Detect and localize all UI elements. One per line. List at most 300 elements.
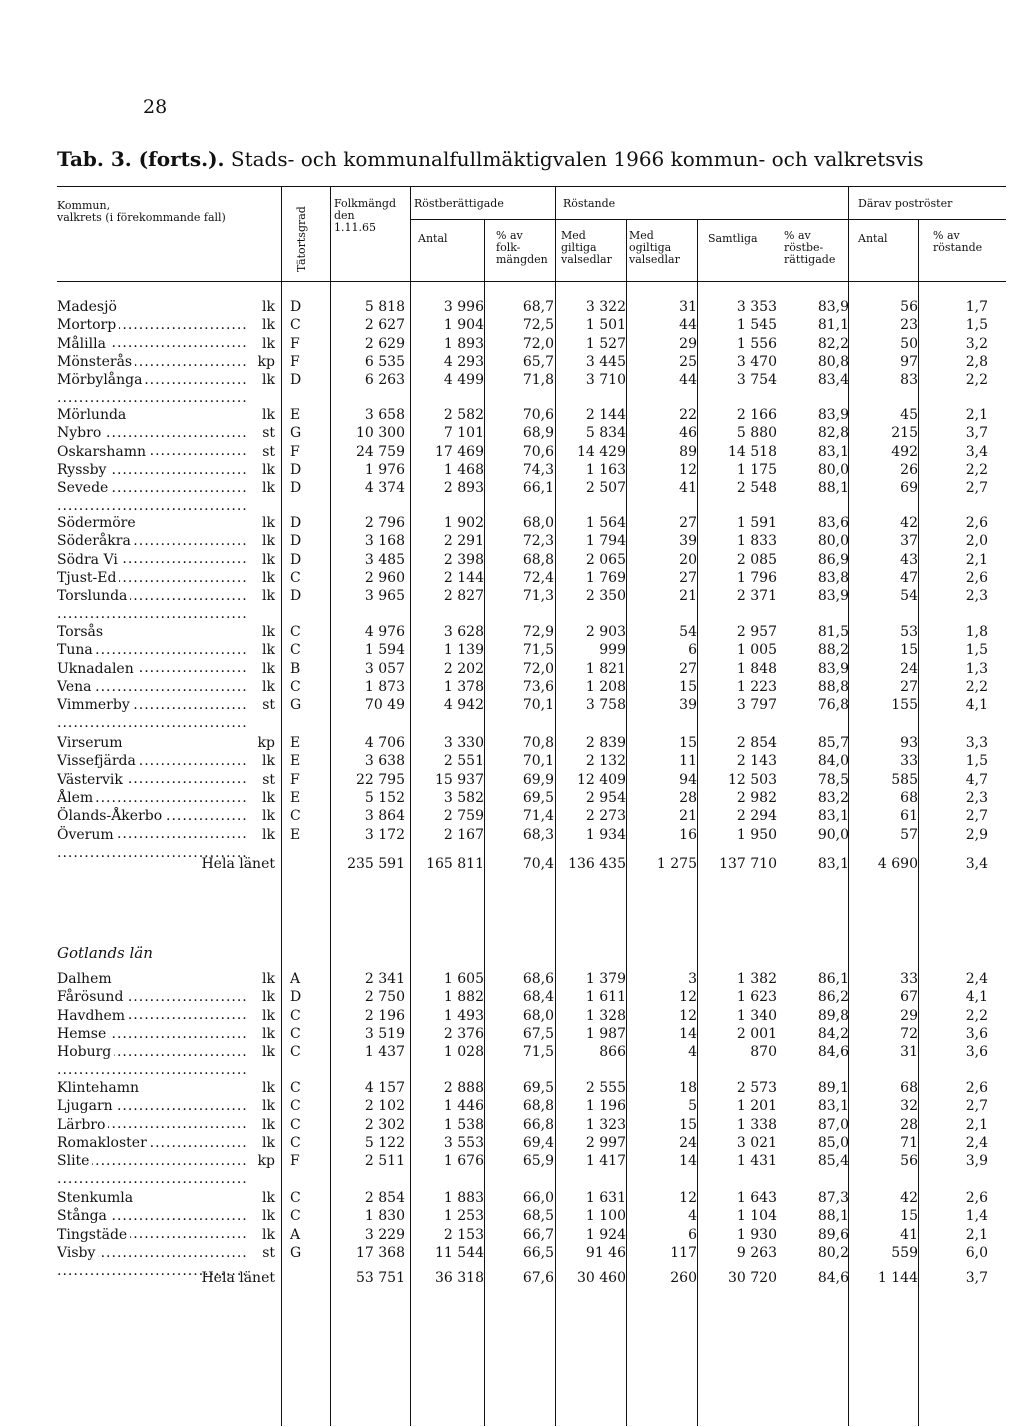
rb-pct-value: 68,0 — [522, 515, 554, 531]
pr-antal-value: 29 — [900, 1007, 918, 1024]
pr-pct-value: 2,7 — [965, 480, 988, 497]
rb-pct-value: 66,1 — [522, 480, 554, 497]
tatortsgrad-value: D — [290, 551, 302, 568]
pct-rostberattigade-value: 88,1 — [817, 1208, 849, 1225]
med-ogiltiga-value: 5 — [688, 1098, 697, 1115]
pr-pct-value: 3,6 — [965, 1025, 988, 1042]
header-pr-antal: Antal — [858, 232, 888, 245]
pct-rostberattigade-value: 83,9 — [817, 588, 849, 605]
tatortsgrad-value: C — [290, 808, 301, 825]
pr-antal-value: 31 — [900, 1044, 918, 1061]
header-tatortsgrad: Tätortsgrad — [295, 206, 308, 272]
pct-rostberattigade-value: 82,2 — [817, 335, 849, 352]
kommun-type: lk — [262, 642, 275, 659]
kommun-type: st — [262, 1244, 275, 1261]
pr-antal-value: 33 — [900, 971, 918, 987]
pct-rostberattigade-value: 89,6 — [817, 1226, 849, 1243]
rb-pct-value: 69,4 — [522, 1134, 554, 1151]
rb-antal-value: 4 293 — [443, 353, 484, 370]
rb-antal-value: 1 882 — [443, 989, 484, 1006]
tatortsgrad-value: F — [290, 353, 300, 370]
table-row — [0, 826, 1024, 844]
pct-rostberattigade-value: 88,2 — [817, 642, 849, 659]
med-ogiltiga-value: 18 — [679, 1080, 697, 1096]
header-folkmangd-line1: Folkmängd — [334, 197, 396, 210]
rb-pct-value: 70,1 — [522, 753, 554, 770]
rb-pct-value: 71,8 — [522, 372, 554, 389]
kommun-type: lk — [262, 971, 275, 987]
pr-antal-value: 54 — [900, 588, 918, 605]
rb-antal-value: 1 378 — [443, 678, 484, 695]
kommun-type: st — [262, 425, 275, 442]
pct-rostberattigade-value: 78,5 — [817, 771, 849, 788]
folkmangd-value: 2 627 — [364, 317, 405, 334]
kommun-type: lk — [262, 624, 275, 640]
kommun-name: Madesjö — [57, 299, 120, 315]
pr-antal-value: 61 — [900, 808, 918, 825]
pct-rostberattigade-value: 85,7 — [817, 735, 849, 751]
header-folkmangd — [334, 198, 396, 234]
table-row — [0, 660, 1024, 678]
kommun-name: Lärbro — [57, 1117, 108, 1133]
folkmangd-value: 2 511 — [364, 1153, 405, 1170]
header-folkmangd-line3: 1.11.65 — [334, 221, 376, 234]
kommun-name: Uknadalen — [57, 661, 137, 677]
table-row — [0, 443, 1024, 461]
kommun-type: lk — [262, 660, 275, 677]
tatortsgrad-value: D — [290, 588, 302, 605]
tatortsgrad-value: E — [290, 753, 301, 770]
table-row — [0, 514, 1024, 532]
table-row — [0, 1152, 1024, 1170]
kommun-name: Torsås — [57, 624, 106, 640]
table-row — [0, 1097, 1024, 1115]
rb-pct-value: 70,6 — [522, 407, 554, 423]
med-ogiltiga-value: 15 — [679, 735, 697, 751]
med-giltiga-value: 1 323 — [585, 1116, 626, 1133]
pr-antal-value: 492 — [891, 443, 918, 460]
tatortsgrad-value: F — [290, 1153, 300, 1170]
folkmangd-value: 1 976 — [364, 461, 405, 478]
pr-pct-value: 2,3 — [965, 789, 988, 806]
pr-antal-value: 97 — [900, 353, 918, 370]
folkmangd-value: 2 960 — [364, 569, 405, 586]
table-row — [0, 1134, 1024, 1152]
samtliga-value: 1 796 — [736, 569, 777, 586]
folkmangd-value: 4 157 — [364, 1080, 405, 1096]
med-giltiga-value: 1 987 — [585, 1025, 626, 1042]
pr-pct-value: 2,7 — [965, 808, 988, 825]
samtliga-value: 9 263 — [736, 1244, 777, 1261]
row-name-leader — [57, 587, 249, 623]
med-ogiltiga-value: 4 — [688, 1208, 697, 1225]
kommun-name: Stenkumla — [57, 1190, 136, 1206]
kommun-type: lk — [262, 808, 275, 825]
pct-rostberattigade-value: 84,2 — [817, 1025, 849, 1042]
pr-antal-value: 53 — [900, 624, 918, 640]
kommun-name: Hemse — [57, 1026, 109, 1042]
samtliga-value: 1 175 — [736, 461, 777, 478]
rb-antal-value: 3 582 — [443, 789, 484, 806]
tatortsgrad-value: F — [290, 335, 300, 352]
rb-pct-value: 68,6 — [522, 971, 554, 987]
kommun-name: Romakloster — [57, 1135, 150, 1151]
total-folkmangd: 53 751 — [356, 1270, 405, 1286]
tatortsgrad-value: E — [290, 826, 301, 843]
med-giltiga-value: 1 328 — [585, 1007, 626, 1024]
samtliga-value: 2 371 — [736, 588, 777, 605]
pct-rostberattigade-value: 84,0 — [817, 753, 849, 770]
row-name-leader — [57, 479, 249, 515]
med-ogiltiga-value: 6 — [688, 642, 697, 659]
table-row — [0, 1226, 1024, 1244]
rb-antal-value: 2 893 — [443, 480, 484, 497]
kommun-name: Södra Vi — [57, 552, 121, 568]
tatortsgrad-value: C — [290, 1007, 301, 1024]
samtliga-value: 1 382 — [736, 971, 777, 987]
med-giltiga-value: 1 924 — [585, 1226, 626, 1243]
med-giltiga-value: 2 903 — [585, 624, 626, 640]
rb-pct-value: 72,9 — [522, 624, 554, 640]
rb-pct-value: 68,0 — [522, 1007, 554, 1024]
kommun-type: lk — [262, 317, 275, 334]
rb-antal-value: 1 883 — [443, 1190, 484, 1206]
pr-antal-value: 93 — [900, 735, 918, 751]
med-ogiltiga-value: 31 — [679, 299, 697, 315]
rb-pct-value: 65,9 — [522, 1153, 554, 1170]
pr-antal-value: 71 — [900, 1134, 918, 1151]
med-ogiltiga-value: 4 — [688, 1044, 697, 1061]
samtliga-value: 1 431 — [736, 1153, 777, 1170]
table-row — [0, 406, 1024, 424]
kommun-name: Nybro — [57, 425, 104, 441]
kommun-name: Vissefjärda — [57, 753, 139, 769]
pr-pct-value: 2,2 — [965, 372, 988, 389]
samtliga-value: 1 338 — [736, 1116, 777, 1133]
pct-rostberattigade-value: 80,8 — [817, 353, 849, 370]
pr-antal-value: 42 — [900, 1190, 918, 1206]
pct-rostberattigade-value: 83,6 — [817, 515, 849, 531]
med-ogiltiga-value: 20 — [679, 551, 697, 568]
header-rb-pct-line2: folk- — [496, 241, 521, 254]
total-row — [0, 855, 1024, 873]
med-giltiga-value: 1 769 — [585, 569, 626, 586]
tatortsgrad-value: G — [290, 425, 302, 442]
pct-rostberattigade-value: 83,1 — [817, 808, 849, 825]
pr-antal-value: 42 — [900, 515, 918, 531]
kommun-type: lk — [262, 989, 275, 1006]
kommun-name: Hoburg — [57, 1044, 114, 1060]
table-row — [0, 1043, 1024, 1061]
kommun-type: lk — [262, 1116, 275, 1133]
header-med-giltiga — [561, 230, 612, 266]
kommun-type: kp — [257, 735, 275, 751]
kommun-name: Ljugarn — [57, 1098, 116, 1114]
rb-antal-value: 1 253 — [443, 1208, 484, 1225]
rb-antal-value: 1 902 — [443, 515, 484, 531]
med-ogiltiga-value: 15 — [679, 1116, 697, 1133]
total-pct-rostberattigade: 84,6 — [817, 1270, 849, 1286]
header-med-giltiga-line2: giltiga — [561, 241, 597, 254]
page-number: 28 — [143, 96, 168, 118]
kommun-name: Klintehamn — [57, 1080, 142, 1096]
header-pr-pct-line2: röstande — [933, 241, 983, 254]
med-ogiltiga-value: 39 — [679, 533, 697, 550]
header-pct-rostb-line3: rättigade — [784, 253, 836, 266]
folkmangd-value: 5 152 — [364, 789, 405, 806]
kommun-type: lk — [262, 461, 275, 478]
header-pct-rostb-line1: % av — [784, 229, 811, 242]
header-folkmangd-line2: den — [334, 209, 355, 222]
kommun-name: Söderåkra — [57, 533, 134, 549]
pr-pct-value: 4,1 — [965, 989, 988, 1006]
rb-antal-value: 2 582 — [443, 407, 484, 423]
rb-pct-value: 72,3 — [522, 533, 554, 550]
folkmangd-value: 2 750 — [364, 989, 405, 1006]
folkmangd-value: 3 485 — [364, 551, 405, 568]
pct-rostberattigade-value: 85,0 — [817, 1134, 849, 1151]
med-giltiga-value: 1 527 — [585, 335, 626, 352]
med-giltiga-value: 2 273 — [585, 808, 626, 825]
tatortsgrad-value: G — [290, 697, 302, 714]
total-pr-pct: 3,7 — [965, 1270, 988, 1286]
kommun-name: Visby — [57, 1245, 98, 1261]
row-name-leader — [57, 696, 249, 732]
pr-pct-value: 2,4 — [965, 971, 988, 987]
tatortsgrad-value: D — [290, 533, 302, 550]
med-giltiga-value: 2 065 — [585, 551, 626, 568]
total-pr-pct: 3,4 — [965, 856, 988, 872]
table-row — [0, 1025, 1024, 1043]
kommun-name: Virserum — [57, 735, 126, 751]
samtliga-value: 1 950 — [736, 826, 777, 843]
tatortsgrad-value: C — [290, 1044, 301, 1061]
med-giltiga-value: 2 507 — [585, 480, 626, 497]
med-ogiltiga-value: 28 — [679, 789, 697, 806]
total-med-ogiltiga: 260 — [670, 1270, 697, 1286]
total-med-giltiga: 136 435 — [568, 856, 626, 872]
pct-rostberattigade-value: 83,4 — [817, 372, 849, 389]
folkmangd-value: 1 594 — [364, 642, 405, 659]
folkmangd-value: 17 368 — [356, 1244, 405, 1261]
total-med-ogiltiga: 1 275 — [656, 856, 697, 872]
kommun-type: lk — [262, 372, 275, 389]
tatortsgrad-value: D — [290, 480, 302, 497]
med-giltiga-value: 1 794 — [585, 533, 626, 550]
pr-pct-value: 3,3 — [965, 735, 988, 751]
samtliga-value: 1 545 — [736, 317, 777, 334]
med-ogiltiga-value: 11 — [679, 753, 697, 770]
folkmangd-value: 6 263 — [364, 372, 405, 389]
kommun-name: Överum — [57, 827, 117, 843]
med-giltiga-value: 5 834 — [585, 425, 626, 442]
kommun-name: Västervik — [57, 772, 126, 788]
rb-antal-value: 1 893 — [443, 335, 484, 352]
rb-pct-value: 68,5 — [522, 1208, 554, 1225]
pct-rostberattigade-value: 87,0 — [817, 1116, 849, 1133]
tatortsgrad-value: E — [290, 735, 301, 751]
pct-rostberattigade-value: 89,8 — [817, 1007, 849, 1024]
samtliga-value: 2 166 — [736, 407, 777, 423]
med-ogiltiga-value: 14 — [679, 1025, 697, 1042]
folkmangd-value: 3 172 — [364, 826, 405, 843]
total-rb-antal: 165 811 — [426, 856, 484, 872]
table-row — [0, 678, 1024, 696]
rb-pct-value: 70,8 — [522, 735, 554, 751]
total-rb-pct: 67,6 — [522, 1270, 554, 1286]
table-row — [0, 1116, 1024, 1134]
rb-antal-value: 3 553 — [443, 1134, 484, 1151]
pr-antal-value: 45 — [900, 407, 918, 423]
pct-rostberattigade-value: 80,2 — [817, 1244, 849, 1261]
rb-pct-value: 66,0 — [522, 1190, 554, 1206]
header-med-ogiltiga-line1: Med — [629, 229, 654, 242]
pr-pct-value: 2,2 — [965, 1007, 988, 1024]
kommun-type: lk — [262, 753, 275, 770]
header-med-giltiga-line1: Med — [561, 229, 586, 242]
rb-antal-value: 1 605 — [443, 971, 484, 987]
med-ogiltiga-value: 25 — [679, 353, 697, 370]
kommun-type: lk — [262, 1080, 275, 1096]
header-rostberattigade: Röstberättigade — [414, 197, 504, 210]
med-ogiltiga-value: 44 — [679, 317, 697, 334]
rb-antal-value: 1 904 — [443, 317, 484, 334]
pr-antal-value: 215 — [891, 425, 918, 442]
kommun-type: st — [262, 443, 275, 460]
kommun-type: lk — [262, 1208, 275, 1225]
pr-antal-value: 72 — [900, 1025, 918, 1042]
folkmangd-value: 5 122 — [364, 1134, 405, 1151]
folkmangd-value: 2 102 — [364, 1098, 405, 1115]
samtliga-value: 1 848 — [736, 660, 777, 677]
pct-rostberattigade-value: 85,4 — [817, 1153, 849, 1170]
kommun-name: Oskarshamn — [57, 444, 149, 460]
pr-pct-value: 3,7 — [965, 425, 988, 442]
table-row — [0, 371, 1024, 389]
kommun-type: lk — [262, 1098, 275, 1115]
samtliga-value: 2 143 — [736, 753, 777, 770]
med-ogiltiga-value: 6 — [688, 1226, 697, 1243]
table-row — [0, 1244, 1024, 1262]
samtliga-value: 2 957 — [736, 624, 777, 640]
header-pr-pct-line1: % av — [933, 229, 960, 242]
samtliga-value: 3 021 — [736, 1134, 777, 1151]
med-giltiga-value: 1 631 — [585, 1190, 626, 1206]
pct-rostberattigade-value: 90,0 — [817, 826, 849, 843]
kommun-type: lk — [262, 789, 275, 806]
folkmangd-value: 70 49 — [364, 697, 405, 714]
pr-pct-value: 2,9 — [965, 826, 988, 843]
tatortsgrad-value: C — [290, 569, 301, 586]
med-ogiltiga-value: 12 — [679, 461, 697, 478]
pr-pct-value: 3,9 — [965, 1153, 988, 1170]
pr-pct-value: 1,5 — [965, 642, 988, 659]
med-giltiga-value: 2 555 — [585, 1080, 626, 1096]
pr-antal-value: 67 — [900, 989, 918, 1006]
rb-antal-value: 3 330 — [443, 735, 484, 751]
folkmangd-value: 4 706 — [364, 735, 405, 751]
total-row — [0, 1269, 1024, 1287]
med-ogiltiga-value: 3 — [688, 971, 697, 987]
pct-rostberattigade-value: 86,1 — [817, 971, 849, 987]
samtliga-value: 1 556 — [736, 335, 777, 352]
rb-pct-value: 68,3 — [522, 826, 554, 843]
pr-antal-value: 37 — [900, 533, 918, 550]
rb-pct-value: 74,3 — [522, 461, 554, 478]
pr-pct-value: 2,6 — [965, 1190, 988, 1206]
header-kommun-line1: Kommun, — [57, 199, 111, 212]
table-row — [0, 424, 1024, 442]
kommun-type: lk — [262, 551, 275, 568]
rb-pct-value: 71,5 — [522, 642, 554, 659]
med-ogiltiga-value: 14 — [679, 1153, 697, 1170]
pr-antal-value: 43 — [900, 551, 918, 568]
med-ogiltiga-value: 12 — [679, 989, 697, 1006]
table-row — [0, 988, 1024, 1006]
med-giltiga-value: 2 954 — [585, 789, 626, 806]
tatortsgrad-value: C — [290, 1134, 301, 1151]
pct-rostberattigade-value: 89,1 — [817, 1080, 849, 1096]
med-ogiltiga-value: 15 — [679, 678, 697, 695]
tatortsgrad-value: D — [290, 299, 302, 315]
folkmangd-value: 24 759 — [356, 443, 405, 460]
rb-pct-value: 70,6 — [522, 443, 554, 460]
rb-antal-value: 2 144 — [443, 569, 484, 586]
med-ogiltiga-value: 27 — [679, 515, 697, 531]
pr-antal-value: 23 — [900, 317, 918, 334]
pct-rostberattigade-value: 87,3 — [817, 1190, 849, 1206]
rb-antal-value: 1 538 — [443, 1116, 484, 1133]
pr-antal-value: 27 — [900, 678, 918, 695]
pr-antal-value: 28 — [900, 1116, 918, 1133]
pr-pct-value: 1,5 — [965, 317, 988, 334]
samtliga-value: 870 — [750, 1044, 777, 1061]
folkmangd-value: 5 818 — [364, 299, 405, 315]
kommun-type: lk — [262, 1007, 275, 1024]
folkmangd-value: 1 830 — [364, 1208, 405, 1225]
kommun-type: lk — [262, 515, 275, 531]
samtliga-value: 1 223 — [736, 678, 777, 695]
row-name-leader — [57, 1152, 249, 1188]
pct-rostberattigade-value: 81,5 — [817, 624, 849, 640]
table-row — [0, 316, 1024, 334]
med-ogiltiga-value: 44 — [679, 372, 697, 389]
kommun-name: Mortorp — [57, 317, 119, 333]
tatortsgrad-value: E — [290, 407, 301, 423]
table-row — [0, 1207, 1024, 1225]
rb-antal-value: 2 376 — [443, 1025, 484, 1042]
header-kommun — [57, 200, 226, 224]
table-row — [0, 551, 1024, 569]
pr-pct-value: 6,0 — [965, 1244, 988, 1261]
pct-rostberattigade-value: 83,9 — [817, 299, 849, 315]
kommun-type: lk — [262, 826, 275, 843]
samtliga-value: 1 340 — [736, 1007, 777, 1024]
samtliga-value: 2 548 — [736, 480, 777, 497]
samtliga-value: 1 643 — [736, 1190, 777, 1206]
pr-antal-value: 47 — [900, 569, 918, 586]
pr-antal-value: 33 — [900, 753, 918, 770]
folkmangd-value: 3 057 — [364, 660, 405, 677]
pr-antal-value: 559 — [891, 1244, 918, 1261]
rb-antal-value: 2 291 — [443, 533, 484, 550]
folkmangd-value: 10 300 — [356, 425, 405, 442]
table-row — [0, 479, 1024, 497]
pr-pct-value: 2,1 — [965, 1226, 988, 1243]
table-row — [0, 970, 1024, 988]
header-rb-pct — [496, 230, 548, 266]
med-giltiga-value: 1 417 — [585, 1153, 626, 1170]
